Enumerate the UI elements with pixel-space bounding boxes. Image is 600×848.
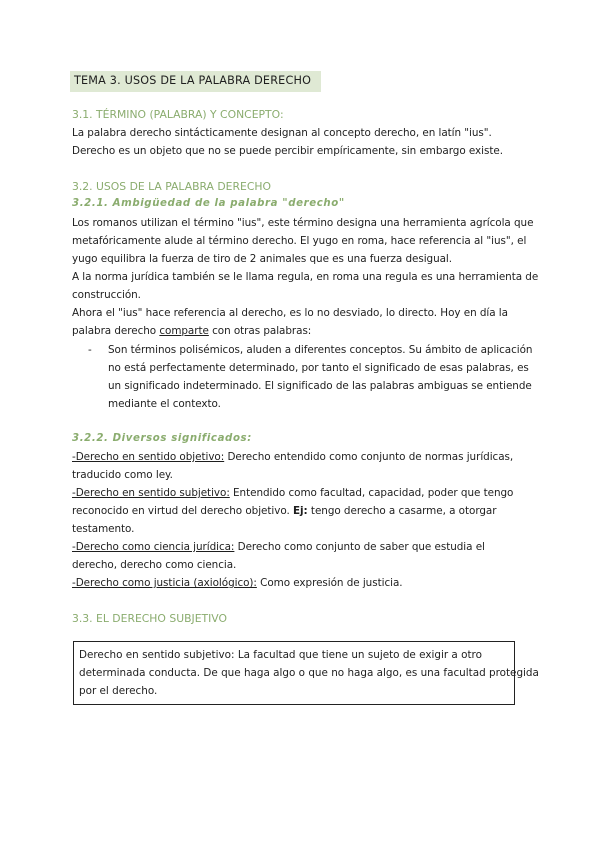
p1-line-5: construcción. xyxy=(72,289,141,301)
underlined-word: comparte xyxy=(159,325,209,337)
def-2-label: -Derecho en sentido subjetivo: xyxy=(72,487,230,499)
p1-line-3: yugo equilibra la fuerza de tiro de 2 animales que es una fuerza desigual. xyxy=(72,253,453,265)
p1-line-1: Los romanos utilizan el término "ius", este término designa una herramienta agrícola que xyxy=(72,217,534,229)
p1-line-6: Ahora el "ius" hace referencia al derecho, es lo no desviado, lo directo. Hoy en día la xyxy=(72,307,508,319)
def-1 xyxy=(72,451,513,463)
def-2-cont-pre: reconocido en virtud del derecho objetivo. xyxy=(72,505,293,517)
bullet-line-1: Son términos polisémicos, aluden a diferentes conceptos. Su ámbito de aplicación xyxy=(108,344,533,356)
def-3 xyxy=(72,541,485,553)
box-line-2: determinada conducta. De que haga algo o que no haga algo, es una facultad protegida xyxy=(79,667,539,679)
def-2-example-label: Ej: xyxy=(293,505,308,517)
def-2-text: Entendido como facultad, capacidad, poder que tengo xyxy=(229,487,514,499)
page-title: TEMA 3. USOS DE LA PALABRA DERECHO xyxy=(74,74,312,87)
def-2 xyxy=(72,487,513,499)
bullet-line-3: un significado indeterminado. El significado de las palabras ambiguas se entiende xyxy=(108,380,532,392)
def-2-cont-post: tengo derecho a casarme, a otorgar xyxy=(307,505,497,517)
bullet-line-4: mediante el contexto. xyxy=(108,398,221,410)
def-1-cont: traducido como ley. xyxy=(72,469,173,481)
def-2-cont xyxy=(72,505,496,517)
subsection-3-2-2-heading: 3.2.2. Diversos significados: xyxy=(72,433,252,444)
section-3-3-heading: 3.3. EL DERECHO SUBJETIVO xyxy=(72,612,227,625)
def-4 xyxy=(72,577,403,589)
p1-line-4: A la norma jurídica también se le llama regula, en roma una regula es una herramienta de xyxy=(72,271,539,283)
def-1-label: -Derecho en sentido objetivo: xyxy=(72,451,225,463)
box-line-3: por el derecho. xyxy=(79,685,158,697)
def-4-text: Como expresión de justicia. xyxy=(256,577,403,589)
bullet-line-2: no está perfectamente determinado, por tanto el significado de esas palabras, es xyxy=(108,362,529,374)
def-3-text: Derecho como conjunto de saber que estudia el xyxy=(234,541,485,553)
section-3-1-heading: 3.1. TÉRMINO (PALABRA) Y CONCEPTO: xyxy=(72,108,284,121)
box-line-1: Derecho en sentido subjetivo: La facultad que tiene un sujeto de exigir a otro xyxy=(79,649,482,661)
def-3-label: -Derecho como ciencia jurídica: xyxy=(72,541,235,553)
def-1-text: Derecho entendido como conjunto de normas jurídicas, xyxy=(224,451,514,463)
def-3-cont: derecho, derecho como ciencia. xyxy=(72,559,237,571)
def-2-cont-2: testamento. xyxy=(72,523,135,535)
p1-last-post: con otras palabras: xyxy=(208,325,312,337)
p1-line-2: metafóricamente alude al término derecho. El yugo en roma, hace referencia al "ius", el xyxy=(72,235,527,247)
s31-line-2: Derecho es un objeto que no se puede percibir empíricamente, sin embargo existe. xyxy=(72,145,503,157)
p1-last-pre: palabra derecho xyxy=(72,325,160,337)
subsection-3-2-1-heading: 3.2.1. Ambigüedad de la palabra "derecho" xyxy=(72,198,345,209)
bullet-dash: - xyxy=(88,344,92,356)
s31-line-1: La palabra derecho sintácticamente designan al concepto derecho, en latín "ius". xyxy=(72,127,492,139)
section-3-2-heading: 3.2. USOS DE LA PALABRA DERECHO xyxy=(72,180,271,193)
definition-box xyxy=(73,641,539,705)
def-4-label: -Derecho como justicia (axiológico): xyxy=(72,577,257,589)
p1-line-7 xyxy=(72,325,311,337)
